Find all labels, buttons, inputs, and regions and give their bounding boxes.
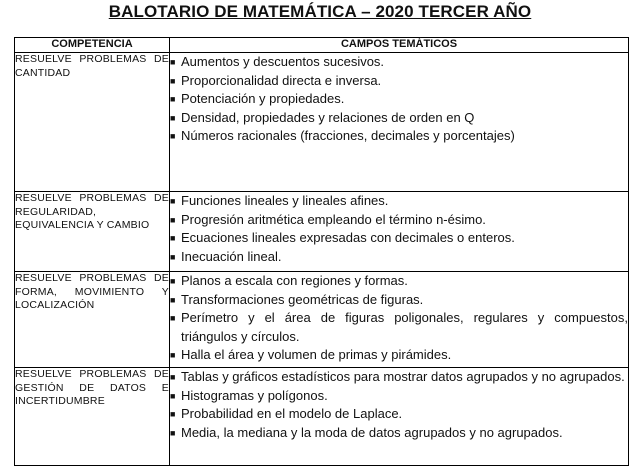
list-item <box>170 405 628 424</box>
topics-cell <box>170 192 629 272</box>
list-item <box>170 72 628 91</box>
header-campos-tematicos: CAMPOS TEMÁTICOS <box>170 38 629 53</box>
list-item <box>170 346 628 365</box>
topic-text: Funciones lineales y lineales afines. <box>181 193 389 208</box>
table-row <box>15 53 629 192</box>
topic-text: Ecuaciones lineales expresadas con decimales o enteros. <box>181 230 515 245</box>
topic-text: Densidad, propiedades y relaciones de orden en Q <box>181 109 475 125</box>
balotario-table <box>14 37 629 466</box>
list-item <box>170 109 628 128</box>
bullet-icon: ■ <box>170 390 176 401</box>
topics-cell <box>170 272 629 368</box>
bullet-icon: ■ <box>170 427 176 438</box>
bullet-icon: ■ <box>170 294 176 305</box>
list-item <box>170 387 628 406</box>
bullet-icon: ■ <box>170 75 176 86</box>
competencia-cell: RESUELVE PROBLEMAS DE REGULARIDAD, EQUIVALENCIA Y CAMBIO <box>15 192 170 272</box>
topic-text: Histogramas y polígonos. <box>181 387 328 403</box>
topic-text: Potenciación y propiedades. <box>181 91 345 106</box>
topic-text: Inecuación lineal. <box>181 248 282 264</box>
topic-list <box>170 368 628 442</box>
bullet-icon: ■ <box>170 251 176 262</box>
competencia-cell: RESUELVE PROBLEMAS DE GESTIÓN DE DATOS E INCERTIDUMBRE <box>15 368 170 466</box>
topic-list <box>170 192 628 266</box>
list-item <box>170 368 628 387</box>
topic-text: Planos a escala con regiones y formas. <box>181 273 408 288</box>
header-row <box>15 38 629 53</box>
topic-text: Media, la mediana y la moda de datos agrupados y no agrupados. <box>181 424 563 440</box>
bullet-icon: ■ <box>170 131 176 141</box>
topic-text: Progresión aritmética empleando el término n-ésimo. <box>181 211 486 227</box>
bullet-icon: ■ <box>170 409 176 419</box>
bullet-icon: ■ <box>170 94 176 104</box>
topic-list <box>170 53 628 146</box>
bullet-icon: ■ <box>170 57 176 67</box>
bullet-icon: ■ <box>170 214 176 225</box>
list-item <box>170 53 628 72</box>
bullet-icon: ■ <box>170 350 176 360</box>
list-item <box>170 309 628 346</box>
list-item <box>170 127 628 146</box>
list-item <box>170 248 628 267</box>
bullet-icon: ■ <box>170 196 176 206</box>
list-item <box>170 192 628 211</box>
topic-text: Probabilidad en el modelo de Laplace. <box>181 406 403 421</box>
topic-text: Proporcionalidad directa e inversa. <box>181 72 382 88</box>
topic-text: Números racionales (fracciones, decimales y porcentajes) <box>181 128 515 143</box>
header-competencia: COMPETENCIA <box>15 38 170 53</box>
bullet-icon: ■ <box>170 233 176 243</box>
bullet-icon: ■ <box>170 372 176 382</box>
table-row <box>15 272 629 368</box>
topic-list <box>170 272 628 365</box>
bullet-icon: ■ <box>170 276 176 286</box>
topics-cell <box>170 368 629 466</box>
list-item <box>170 90 628 109</box>
topic-text: Perímetro y el área de figuras poligonales, regulares y compuestos, triángulos y círculos. <box>181 310 628 344</box>
list-item <box>170 424 628 443</box>
table-row <box>15 368 629 466</box>
topic-text: Transformaciones geométricas de figuras. <box>181 291 424 307</box>
topic-text: Tablas y gráficos estadísticos para mostrar datos agrupados y no agrupados. <box>181 369 625 384</box>
table-row <box>15 192 629 272</box>
list-item <box>170 291 628 310</box>
topic-text: Aumentos y descuentos sucesivos. <box>181 54 385 69</box>
list-item <box>170 211 628 230</box>
topic-text: Halla el área y volumen de primas y pirámides. <box>181 347 452 362</box>
bullet-icon: ■ <box>170 313 176 323</box>
topics-cell <box>170 53 629 192</box>
bullet-icon: ■ <box>170 112 176 123</box>
document-title: BALOTARIO DE MATEMÁTICA – 2020 TERCER AÑO <box>108 2 532 21</box>
list-item <box>170 229 628 248</box>
competencia-cell: RESUELVE PROBLEMAS DE FORMA, MOVIMIENTO Y LOCALIZACIÓN <box>15 272 170 368</box>
list-item <box>170 272 628 291</box>
competencia-cell: RESUELVE PROBLEMAS DE CANTIDAD <box>15 53 170 192</box>
